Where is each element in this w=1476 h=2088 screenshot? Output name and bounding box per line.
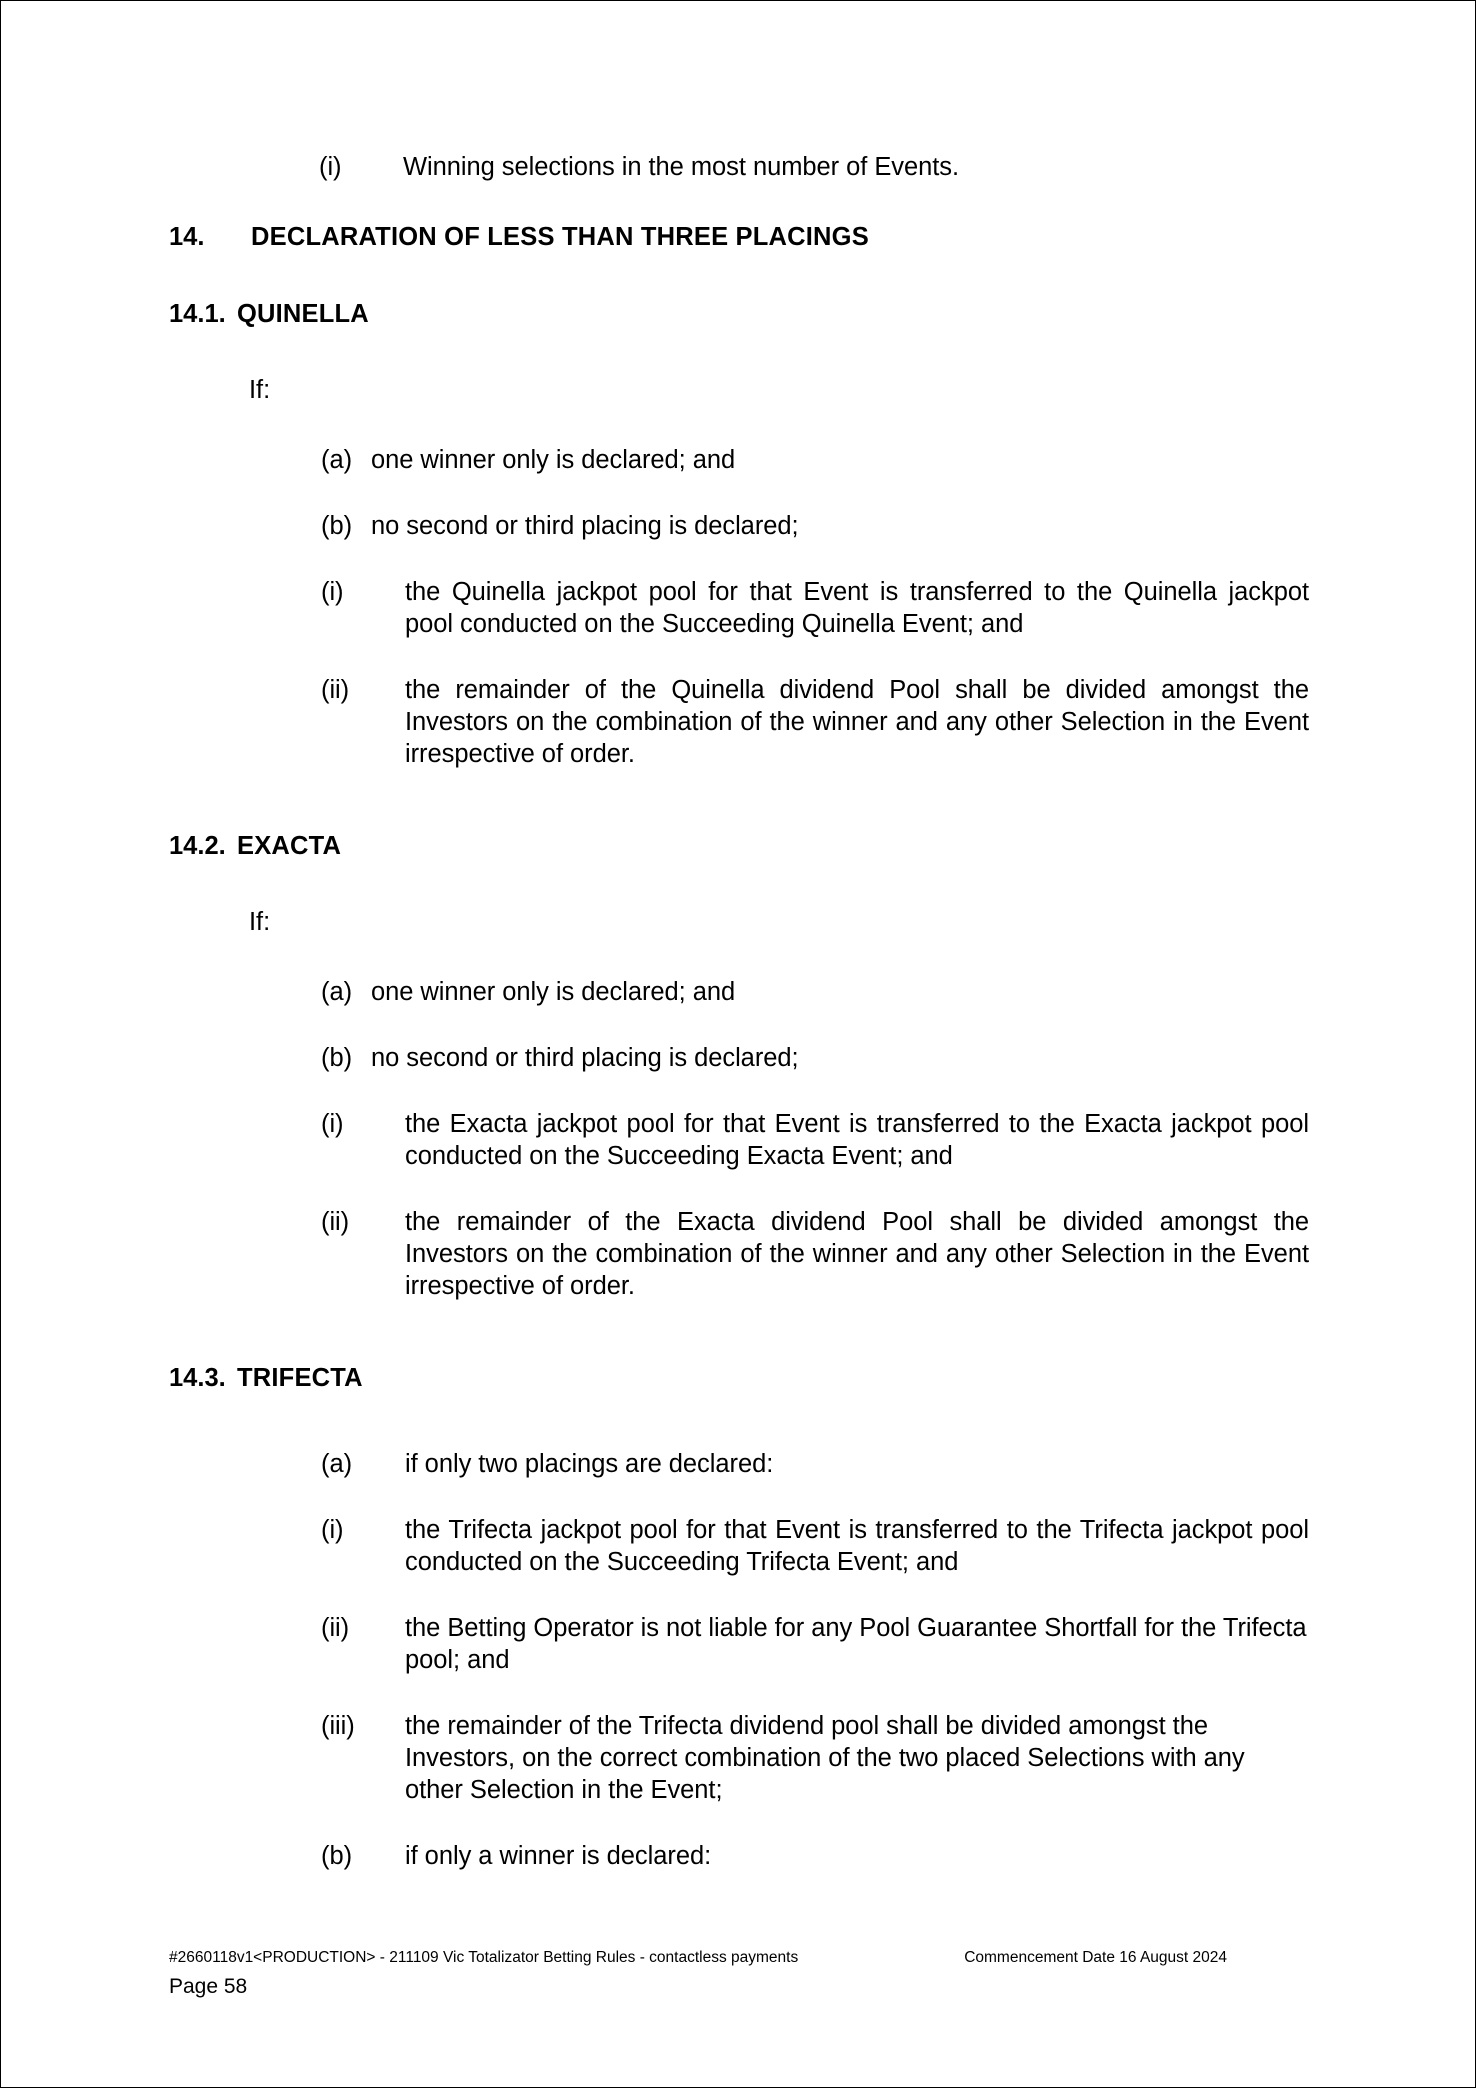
list-marker: (ii): [321, 676, 350, 704]
section-spacer: [169, 1336, 1309, 1362]
section-number: 14.3.: [169, 1364, 226, 1392]
list-item: [321, 674, 1309, 770]
list-marker: (iii): [321, 1712, 355, 1740]
list-item: [321, 576, 1309, 640]
section-heading-14-3: [169, 1362, 1309, 1394]
list-marker: (a): [321, 1450, 353, 1478]
list-marker: (a): [321, 978, 353, 1006]
list-item-text: one winner only is declared; and: [371, 446, 736, 474]
list-item-text: the remainder of the Quinella dividend Pool shall be divided amongst the Investors on the combination of the winner and any other Selection in the Event irrespective of order.: [405, 676, 1309, 768]
list-marker: (ii): [321, 1208, 350, 1236]
footer-document-reference: #2660118v1<PRODUCTION> - 211109 Vic Totalizator Betting Rules - contactless payments: [169, 1949, 799, 1966]
list-marker: (b): [321, 512, 353, 540]
list-marker: (a): [321, 446, 353, 474]
list-marker: (b): [321, 1842, 353, 1870]
list-item-text: the Trifecta jackpot pool for that Event is transferred to the Trifecta jackpot pool conducted on the Succeeding Trifecta Event; and: [405, 1516, 1309, 1576]
list-item-text: the remainder of the Exacta dividend Pool shall be divided amongst the Investors on the combination of the winner and any other Selection in the Event irrespective of order.: [405, 1208, 1309, 1300]
section-number: 14.1.: [169, 300, 226, 328]
list-marker: (i): [321, 1110, 344, 1138]
list-marker: (ii): [321, 1614, 350, 1642]
list-item-text: no second or third placing is declared;: [371, 512, 799, 540]
list-item: [321, 1612, 1309, 1676]
list-item: [321, 1042, 1309, 1074]
lead-list-item: [319, 151, 1309, 183]
list-item-text: if only two placings are declared:: [405, 1450, 774, 1478]
section-heading-14-1: [169, 298, 1309, 330]
list-item: [321, 1514, 1309, 1578]
clause-title: DECLARATION OF LESS THAN THREE PLACINGS: [251, 223, 869, 251]
clause-heading-14: [169, 221, 1309, 253]
section-spacer: [169, 1438, 1309, 1448]
section-number: 14.2.: [169, 832, 226, 860]
section-heading-14-2: [169, 830, 1309, 862]
page-content: [1, 1, 1476, 2088]
list-item-text: if only a winner is declared:: [405, 1842, 712, 1870]
list-item-text: Winning selections in the most number of Events.: [403, 153, 960, 181]
list-item: [321, 1108, 1309, 1172]
footer-row: [169, 1945, 1307, 1971]
list-item: [321, 510, 1309, 542]
section-title: QUINELLA: [237, 300, 369, 328]
list-marker: (i): [321, 578, 344, 606]
list-item: [321, 1206, 1309, 1302]
list-item-text: the Quinella jackpot pool for that Event is transferred to the Quinella jackpot pool conducted on the Succeeding Quinella Event; and: [405, 578, 1309, 638]
list-item: [321, 1710, 1309, 1806]
clause-number: 14.: [169, 223, 205, 251]
section-spacer: [169, 804, 1309, 830]
list-item-text: the remainder of the Trifecta dividend pool shall be divided amongst the Investors, on the correct combination of the two placed Selections with any other Selection in the Event;: [405, 1712, 1245, 1804]
section-intro-14-2: If:: [249, 908, 271, 936]
list-item: [321, 1840, 1309, 1872]
list-item-text: the Betting Operator is not liable for any Pool Guarantee Shortfall for the Trifecta pool; and: [405, 1614, 1307, 1674]
list-item: [321, 1448, 1309, 1480]
list-item-text: the Exacta jackpot pool for that Event is transferred to the Exacta jackpot pool conducted on the Succeeding Exacta Event; and: [405, 1110, 1309, 1170]
list-marker: (i): [319, 153, 342, 181]
list-item: [321, 444, 1309, 476]
list-item: [321, 976, 1309, 1008]
section-title: EXACTA: [237, 832, 342, 860]
list-item-text: no second or third placing is declared;: [371, 1044, 799, 1072]
section-title: TRIFECTA: [237, 1364, 363, 1392]
section-intro-14-1: If:: [249, 376, 271, 404]
list-marker: (i): [321, 1516, 344, 1544]
footer-page-number: Page 58: [169, 1975, 248, 1998]
footer-commencement-date: Commencement Date 16 August 2024: [964, 1949, 1227, 1966]
list-item-text: one winner only is declared; and: [371, 978, 736, 1006]
page-footer: [169, 1945, 1307, 2001]
list-marker: (b): [321, 1044, 353, 1072]
